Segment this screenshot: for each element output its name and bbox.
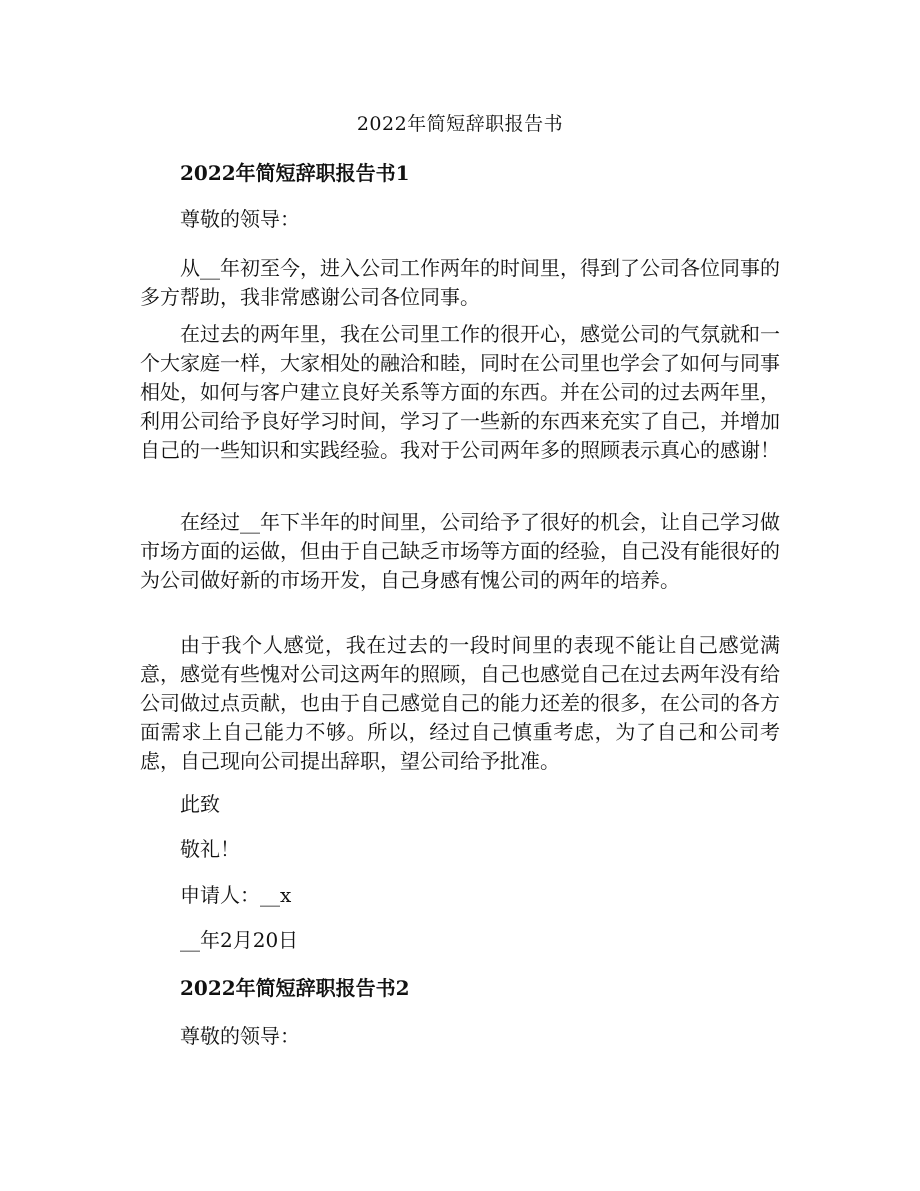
section-1-closing-cizhi: 此致 bbox=[180, 792, 220, 816]
section-1-date: __年2月20日 bbox=[180, 928, 299, 952]
section-1-paragraph-2: 在过去的两年里，我在公司里工作的很开心，感觉公司的气氛就和一个大家庭一样，大家相处的融洽和睦，同时在公司里也学会了如何与同事相处，如何与客户建立良好关系等方面的东西。并在公司的过去两年里，利用公司给予良好学习时间，学习了一些新的东西来充实了自己，并增加自己的一些知识和实践经验。我对于公司两年多的照顾表示真心的感谢！ bbox=[140, 322, 780, 462]
section-1-salutation: 尊敬的领导： bbox=[180, 207, 300, 231]
section-1-closing-jingli: 敬礼！ bbox=[180, 837, 240, 861]
section-1-paragraph-4: 由于我个人感觉，我在过去的一段时间里的表现不能让自己感觉满意，感觉有些愧对公司这两年的照顾，自己也感觉自己在过去两年没有给公司做过点贡献，也由于自己感觉自己的能力还差的很多，在公司的各方面需求上自己能力不够。所以，经过自己慎重考虑，为了自己和公司考虑，自己现向公司提出辞职，望公司给予批准。 bbox=[140, 633, 780, 773]
section-1-heading: 2022年简短辞职报告书1 bbox=[180, 161, 410, 185]
section-2-heading: 2022年简短辞职报告书2 bbox=[180, 976, 410, 1000]
document-title: 2022年简短辞职报告书 bbox=[356, 113, 564, 135]
section-1-paragraph-3: 在经过__年下半年的时间里，公司给予了很好的机会，让自己学习做市场方面的运做，但由于自己缺乏市场等方面的经验，自己没有能很好的为公司做好新的市场开发，自己身感有愧公司的两年的培养。 bbox=[140, 510, 780, 592]
section-1-applicant: 申请人：__x bbox=[180, 883, 292, 907]
section-2-salutation: 尊敬的领导： bbox=[180, 1024, 300, 1048]
section-1-paragraph-1: 从__年初至今，进入公司工作两年的时间里，得到了公司各位同事的多方帮助，我非常感谢公司各位同事。 bbox=[140, 256, 780, 309]
